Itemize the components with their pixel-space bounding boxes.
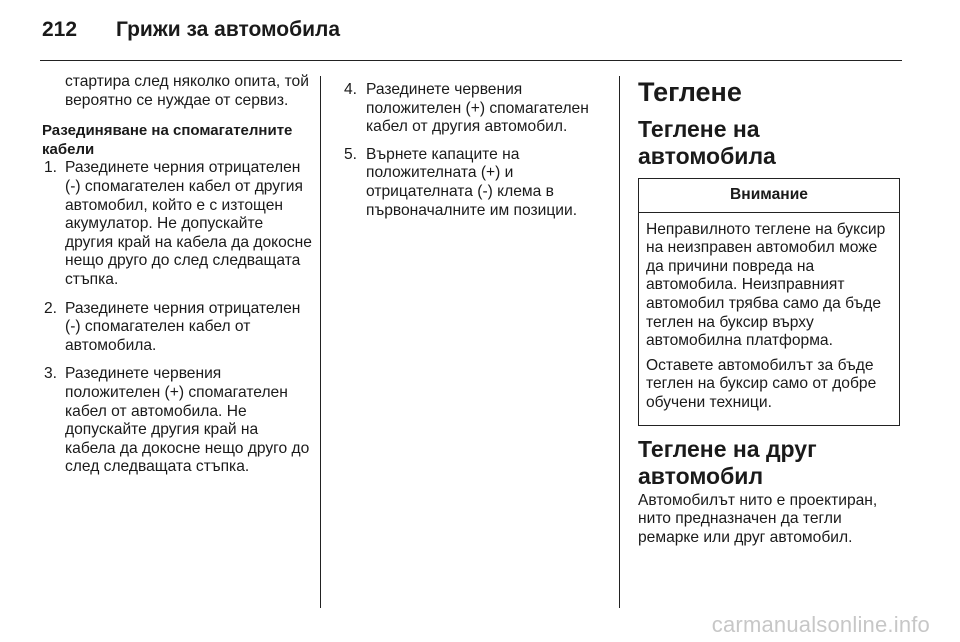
list-item	[42, 159, 312, 289]
step-number: 5.	[344, 145, 358, 163]
intro-text: стартира след няколко опита, той вероятно се нуждае от сервиз.	[65, 73, 309, 109]
step-number: 1.	[44, 159, 58, 177]
watermark: carmanualsonline.info	[711, 612, 930, 637]
section-subheading: Разединяване на спомагателните кабели	[42, 122, 293, 158]
column-2	[344, 81, 609, 229]
page-header	[42, 14, 902, 50]
list-item	[344, 81, 609, 137]
step-number: 2.	[44, 299, 58, 317]
warning-paragraph: Оставете автомобилът за бъде теглен на буксир само от добре обучени техници.	[646, 356, 877, 411]
column-1	[42, 73, 312, 487]
step-text: Разединете черния отрицателен (-) спомагателен кабел от автомобила.	[65, 299, 301, 354]
step-text: Върнете капаците на положителната (+) и отрицателната (-) клема в първоначалните им позиции.	[366, 145, 578, 219]
list-item	[42, 300, 312, 356]
column-divider-2	[619, 76, 620, 608]
page-number: 212	[42, 18, 78, 41]
warning-title: Внимание	[639, 179, 899, 213]
subsection-heading-2: Теглене на друг автомобил	[638, 435, 817, 489]
step-text: Разединете червения положителен (+) спомагателен кабел от автомобила. Не допускайте другия край на кабела да докосне нещо друго до след следващата стъпка.	[65, 365, 310, 476]
chapter-title: Грижи за автомобила	[116, 18, 341, 41]
steps-list-continued	[344, 81, 609, 220]
body-paragraph: Автомобилът нито е проектиран, нито предназначен да тегли ремарке или друг автомобил.	[638, 491, 878, 546]
list-item	[344, 146, 609, 220]
section-heading: Теглене	[638, 77, 742, 107]
warning-paragraph: Неправилното теглене на буксир на неизправен автомобил може да причини повреда на автомобила. Неизправният автомобил трябва само да бъде теглен на буксир върху автомобилна платформа.	[646, 220, 886, 350]
step-number: 4.	[344, 81, 358, 98]
warning-box	[638, 178, 900, 426]
subsection-heading: Теглене на автомобила	[638, 116, 776, 169]
column-divider-1	[320, 76, 321, 608]
step-text: Разединете черния отрицателен (-) спомагателен кабел от другия автомобил, който е с изтощен акумулатор. Не допускайте другия край на кабела да докосне нещо друго до след следващата стъпка.	[65, 159, 312, 288]
warning-body	[639, 213, 899, 425]
list-item	[42, 365, 312, 477]
header-rule	[40, 60, 902, 61]
steps-list	[42, 159, 312, 477]
step-text: Разединете червения положителен (+) спомагателен кабел от другия автомобил.	[366, 81, 589, 136]
column-3	[638, 77, 900, 547]
step-number: 3.	[44, 365, 58, 383]
